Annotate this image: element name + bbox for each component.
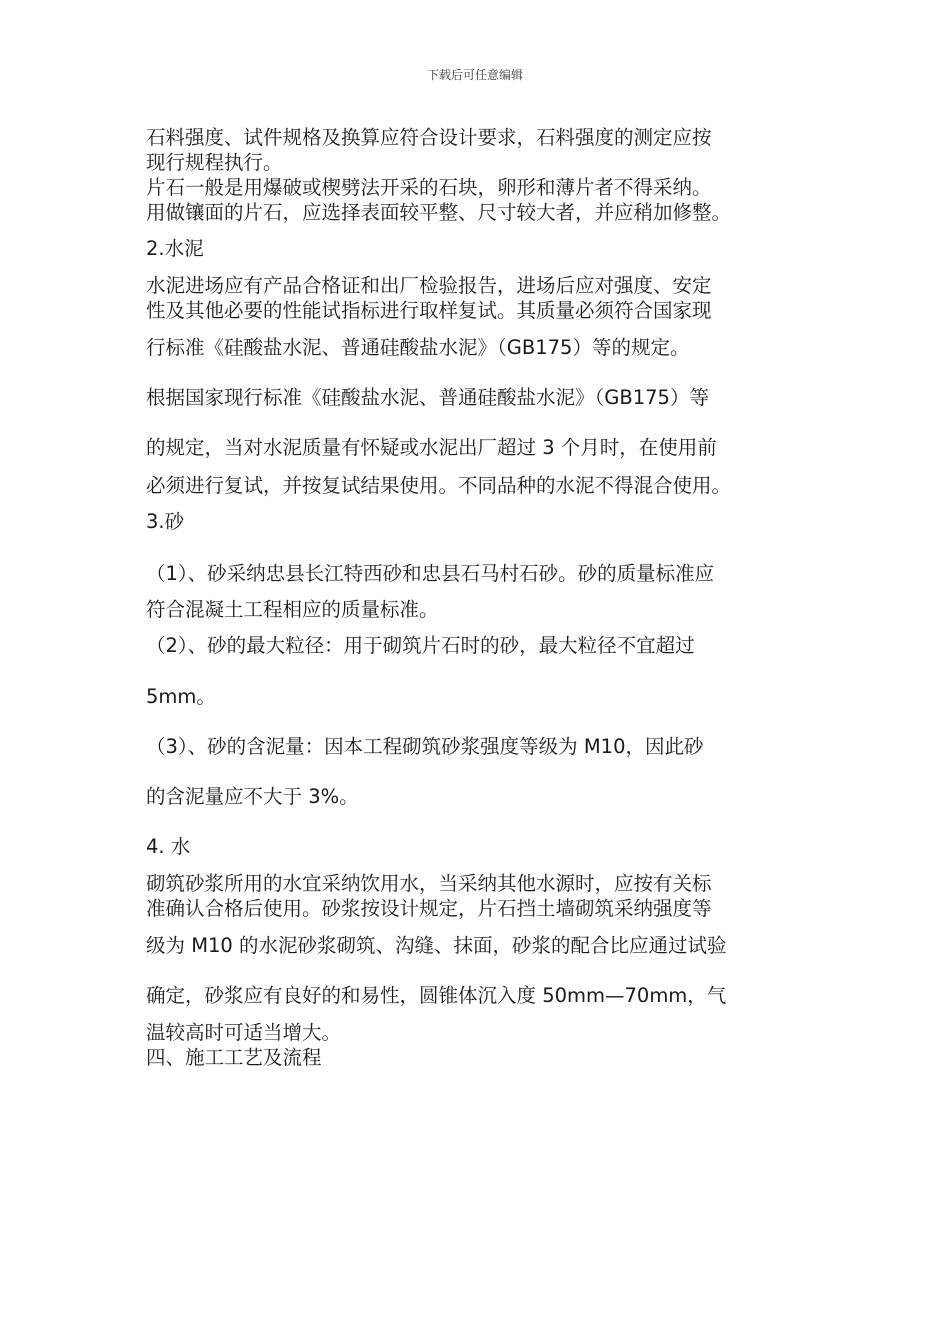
paragraph-line: 现行规程执行。 bbox=[146, 151, 283, 174]
section-heading-water: 4. 水 bbox=[146, 835, 191, 858]
paragraph-line: （1）、砂采纳忠县长江特西砂和忠县石马村石砂。砂的质量标准应 bbox=[146, 562, 715, 585]
paragraph-line: 必须进行复试，并按复试结果使用。不同品种的水泥不得混合使用。 bbox=[146, 474, 732, 497]
paragraph-line: 准确认合格后使用。砂浆按设计规定，片石挡土墙砌筑采纳强度等 bbox=[146, 897, 712, 920]
paragraph-line: 用做镶面的片石，应选择表面较平整、尺寸较大者，并应稍加修整。 bbox=[146, 201, 732, 224]
paragraph-line: 行标准《硅酸盐水泥、普通硅酸盐水泥》（GB175）等的规定。 bbox=[146, 336, 690, 359]
paragraph-line: 片石一般是用爆破或楔劈法开采的石块，卵形和薄片者不得采纳。 bbox=[146, 176, 712, 199]
section-heading-process: 四、施工工艺及流程 bbox=[146, 1046, 322, 1069]
paragraph-line: 符合混凝土工程相应的质量标准。 bbox=[146, 598, 439, 621]
paragraph-line: 水泥进场应有产品合格证和出厂检验报告，进场后应对强度、安定 bbox=[146, 274, 712, 297]
page-header: 下载后可任意编辑 bbox=[426, 68, 523, 82]
section-heading-cement: 2.水泥 bbox=[146, 237, 204, 260]
paragraph-line: 石料强度、试件规格及换算应符合设计要求，石料强度的测定应按 bbox=[146, 126, 712, 149]
paragraph-line: 5mm。 bbox=[146, 685, 216, 708]
paragraph-line: 确定，砂浆应有良好的和易性，圆锥体沉入度 50mm—70mm，气 bbox=[146, 984, 727, 1007]
section-heading-sand: 3.砂 bbox=[146, 510, 185, 533]
paragraph-line: 的规定，当对水泥质量有怀疑或水泥出厂超过 3 个月时，在使用前 bbox=[146, 436, 717, 459]
paragraph-line: 性及其他必要的性能试指标进行取样复试。其质量必须符合国家现 bbox=[146, 299, 712, 322]
paragraph-line: 砌筑砂浆所用的水宜采纳饮用水，当采纳其他水源时，应按有关标 bbox=[146, 872, 712, 895]
paragraph-line: 温较高时可适当增大。 bbox=[146, 1021, 342, 1044]
paragraph-line: （2）、砂的最大粒径：用于砌筑片石时的砂，最大粒径不宜超过 bbox=[146, 634, 695, 657]
paragraph-line: （3）、砂的含泥量：因本工程砌筑砂浆强度等级为 M10，因此砂 bbox=[146, 735, 704, 758]
paragraph-line: 的含泥量应不大于 3%。 bbox=[146, 785, 359, 808]
paragraph-line: 级为 M10 的水泥砂浆砌筑、沟缝、抹面，砂浆的配合比应通过试验 bbox=[146, 934, 727, 957]
paragraph-line: 根据国家现行标准《硅酸盐水泥、普通硅酸盐水泥》（GB175）等 bbox=[146, 386, 709, 409]
